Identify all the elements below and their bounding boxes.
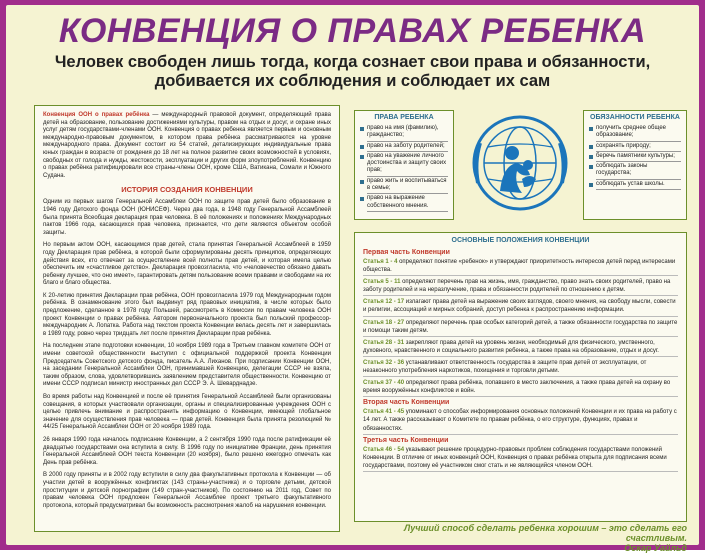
rights-item — [360, 178, 448, 195]
duties-item-text: получить среднее общее образование; — [596, 125, 681, 142]
duties-heading: ОБЯЗАННОСТИ РЕБЕНКА — [590, 114, 680, 121]
quote-author: Оскар Уайльд — [624, 543, 687, 553]
article-text: указывают решение процедурно-правовых проблем соблюдения государствами положений Конвенции. В отличие от иных конвенций ООН, Конвенция о правах ребёнка открыта для подписания всеми государствами, поэтому её участником смог стать и не являющийся членом ООН. — [363, 446, 667, 469]
duties-item — [589, 163, 681, 180]
rights-item-text: право на уважение личного достоинства и защиту своих прав; — [367, 153, 448, 177]
rights-item — [360, 143, 448, 152]
poster-subtitle — [6, 53, 699, 91]
rights-item — [360, 195, 448, 212]
subtitle-line-2: добивается их соблюдения и соблюдает их сам — [154, 72, 551, 90]
article-number: Статья 18 - 27 — [363, 319, 405, 326]
duties-item-text: соблюдать устав школы. — [596, 181, 681, 190]
duties-item — [589, 181, 681, 190]
article-text: определяют понятие «ребенок» и утверждают приоритетность интересов детей перед интересами общества. — [363, 259, 676, 274]
rights-panel — [354, 110, 454, 220]
history-paragraph-1: Одним из первых шагов Генеральной Ассамблеи ООН по защите прав детей было образование в 1946 году Детского фонда ООН (ЮНИСЕФ). Через два года, в 1948 году Генеральной Ассамблеей была принята Всеобщая декларация прав человека. В её положениях и положениях Международных пактов 1966 года, касающихся прав человека, признается, что дети являются объектом особой защиты. — [43, 199, 331, 236]
history-panel — [34, 105, 340, 532]
rights-item — [360, 153, 448, 177]
article-entry — [363, 446, 678, 472]
history-paragraph-4: На последнем этапе подготовки конвенции, 10 ноября 1989 года в Третьем главном комитете ООН от имени советской общественности выступил с официальной поддержкой проекта Конвенции Председатель Советского детского фонда, писатель А.А. Лиханов. При подписании Конвенции ООН, на заседании Генеральной Ассамблеи ООН, принимавшей Конвенцию, делегации СССР не взяла, таким образом, слова, удовлетворившись заявлением представителя общественности. Конвенцию от имени СССР подписал министр иностранных дел СССР Э. А. Шеварднадзе. — [43, 343, 331, 388]
article-entry — [363, 379, 678, 397]
article-text: излагают права детей на выражение своих взглядов, своего мнения, на свободу мысли, совести и религии, ассоциаций и мирных собраний, доступ ребенка к распространению информации. — [363, 299, 676, 314]
provisions-heading: ОСНОВНЫЕ ПОЛОЖЕНИЯ КОНВЕНЦИИ — [451, 237, 590, 244]
article-number: Статья 37 - 40 — [363, 380, 405, 387]
duties-item — [589, 143, 681, 152]
quote — [354, 523, 687, 553]
duties-panel — [583, 110, 687, 220]
article-text: упоминают о способах информирования основных положений Конвенции и их права на работу с 14 лет. А также рассказывают о Комитете по правам ребёнка, о его структуре, функциях, правах и обязанностях. — [363, 409, 677, 432]
duties-item-text: беречь памятники культуры; — [596, 153, 681, 162]
poster-title: КОНВЕНЦИЯ О ПРАВАХ РЕБЕНКА — [58, 12, 647, 50]
rights-item-text: право на имя (фамилию), гражданство; — [367, 125, 448, 142]
article-number: Статья 46 - 54 — [363, 446, 405, 453]
article-entry — [363, 298, 678, 316]
article-text: определяют перечень прав особых категорий детей, а также обязанности государства по защите и помощи таким детям. — [363, 319, 678, 334]
history-heading: ИСТОРИЯ СОЗДАНИЯ КОНВЕНЦИИ — [121, 185, 253, 195]
history-paragraph-2: Но первым актом ООН, касающимся прав детей, стала принятая Генеральной Ассамблеей в 1959 году Декларация прав ребёнка, в которой были сформулированы десять принципов, определяющих действия всех, кто отвечает за осуществление всей полноты прав детей, и которая имела целью обеспечить им «счастливое детство». Декларация провозгласила, что «человечество обязано давать ребенку лучшее, что оно имеет», гарантировать детям пользование всеми правами и свободами на их благо и благо общества. — [43, 242, 331, 287]
duties-item — [589, 125, 681, 142]
rights-item-text: право на выражение собственного мнения. — [367, 195, 448, 212]
article-entry — [363, 319, 678, 337]
article-text: устанавливают ответственность государства в защите прав детей от эксплуатации, от незаконного употребления наркотиков, похищения и торговли детьми. — [363, 359, 647, 375]
article-number: Статья 32 - 36 — [363, 359, 405, 366]
quote-text: Лучший способ сделать ребенка хорошим – это сделать его счастливым. — [403, 523, 687, 543]
convention-provisions-panel — [354, 232, 687, 522]
article-entry — [363, 258, 678, 276]
unicef-emblem-icon — [470, 113, 570, 213]
subtitle-line-1: Человек свободен лишь тогда, когда сознает свои права и обязанности, — [54, 53, 651, 71]
article-number: Статья 1 - 4 — [363, 259, 398, 265]
article-number: Статья 41 - 45 — [363, 409, 405, 416]
article-text: определяют права ребёнка, попавшего в место заключения, а также права детей на охрану во время вооружённых конфликтов и войн. — [363, 380, 671, 395]
article-entry — [363, 339, 678, 357]
article-text: определяют перечень прав на жизнь, имя, гражданство, право знать своих родителей, право на заботу родителей и на неразлучение, права и обязанности родителей по отношению к детям. — [363, 279, 671, 294]
rights-heading: ПРАВА РЕБЕНКА — [374, 114, 434, 121]
article-entry — [363, 359, 678, 377]
intro-paragraph — [43, 112, 331, 180]
duties-item-text: соблюдать законы государства; — [596, 163, 681, 180]
article-entry — [363, 408, 678, 434]
history-paragraph-3: К 20-летию принятия Декларации прав ребёнка, ООН провозгласила 1979 год Международным годом ребёнка. В ознаменование этого был выдвинут ряд правовых инициатив, в числе которых было предложение, сделанное в 1978 году Польшей, рассмотреть в Комиссии по правам человека ООН проект Конвенции о правах ребёнка. Автором первоначального проекта был польский профессор-международник А. Лопатка. Работа над текстом проекта Конвенции велась десять лет и завершилась в 1989 году, ровно через тридцать лет после принятия Декларации прав ребёнка. — [43, 292, 331, 337]
history-paragraph-5: Во время работы над Конвенцией и после её принятия Генеральной Ассамблеей были организованы совещания, в которых участвовали организации, органы и специализированные учреждения ООН с целью привлечь внимание и распространить информацию о Конвенции, имеющей глобальное значение для осуществления прав человека — прав детей. Конвенция была принята резолюцией № 44/25 Генеральной Ассамблеи ООН от 20 ноября 1989 года. — [43, 394, 331, 431]
unicef-emblem-icon — [466, 108, 574, 218]
duties-item-text: сохранять природу; — [596, 143, 681, 152]
article-number: Статья 28 - 31 — [363, 339, 405, 346]
article-text: закрепляют права детей на уровень жизни, необходимый для физического, умственного, духовного, нравственного и социального развития ребенка, а также права на образование, отдых и досуг. — [363, 339, 659, 354]
rights-item — [360, 125, 448, 142]
history-paragraph-6: 26 января 1990 года началось подписание Конвенции, а 2 сентября 1990 года после ратификации её двадцатью государствами она вступила в силу. В 1996 году по инициативе Франции, день принятия Генеральной Ассамблеей ООН текста Конвенции (20 ноября), было решено ежегодно отмечать как День прав ребёнка. — [43, 436, 331, 466]
article-number: Статья 5 - 11 — [363, 279, 401, 286]
intro-lead: Конвенция ООН о правах ребёнка — [43, 112, 150, 118]
part-2-heading: Вторая часть Конвенции — [363, 399, 450, 407]
part-3-heading: Третья часть Конвенции — [363, 436, 449, 444]
rights-item-text: право жить и воспитываться в семье; — [367, 178, 448, 195]
history-paragraph-7: В 2000 году приняты и в 2002 году вступили в силу два факультативных протокола к Конвенции — об участии детей в вооружённых конфликтах (143 страны-участника) и о торговле детьми, детской проституции и детской порнографии (149 стран-участников). По состоянию на 2011 год, Совет по правам человека ООН предложен Генеральной Ассамблее проект третьего факультативного протокола, который предусматривал бы возможность рассмотрения жалоб на нарушения конвенции. — [43, 472, 331, 509]
rights-item-text: право на заботу родителей; — [367, 143, 448, 152]
duties-item — [589, 153, 681, 162]
article-number: Статья 12 - 17 — [363, 299, 405, 306]
part-1-heading: Первая часть Конвенции — [363, 249, 450, 256]
article-entry — [363, 278, 678, 296]
intro-text: — международный правовой документ, определяющий права детей на образование, пользование достижениями культуры, правом на отдых и досуг, и охране иных услуг детям государствами-членами ООН. Конвенция о правах ребенка является первым и основным международно-правовым документом, в котором права ребёнка рассматриваются на уровне международного права. Документ состоит из 54 статей, детализирующих индивидуальные права юных граждан в возрасте от рождения до 18 лет на полное развитие своих возможностей в условиях, свободных от голода и нужды, жестокости, эксплуатации и других форм злоупотреблений. Конвенцию о правах ребёнка ратифицировали все страны-члены ООН, кроме США, Ватикана, Сомали и Южного Судана. — [43, 112, 331, 179]
